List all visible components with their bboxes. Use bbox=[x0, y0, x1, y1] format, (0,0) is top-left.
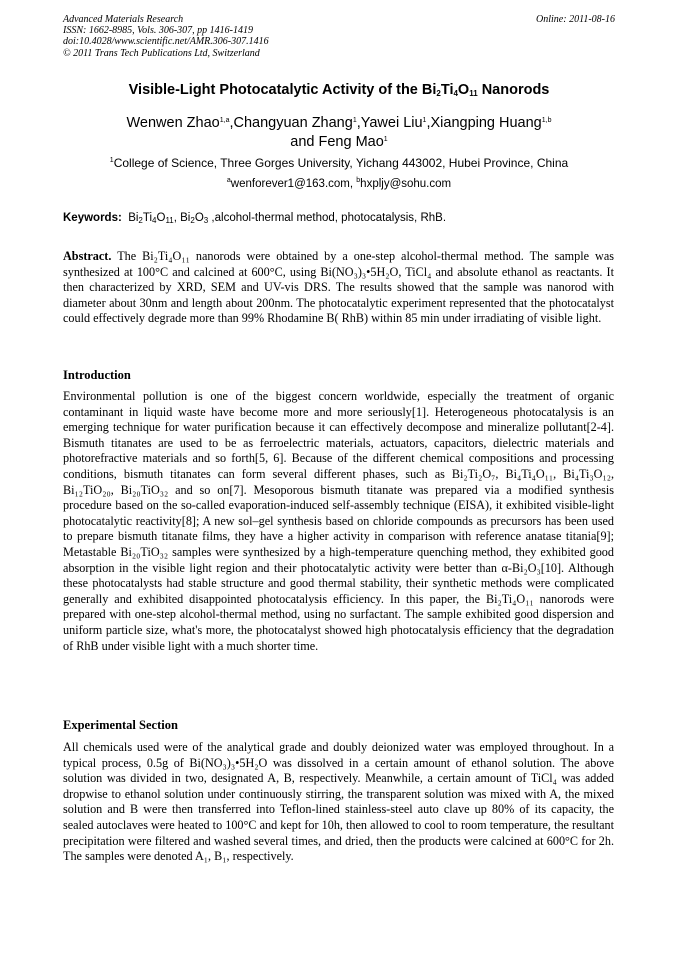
abstract-label: Abstract. bbox=[63, 249, 112, 263]
experimental-heading: Experimental Section bbox=[63, 718, 178, 732]
keywords-label: Keywords: bbox=[63, 212, 122, 224]
introduction-text: Environmental pollution is one of the biggest concern worldwide, especially the treatment of organic contaminant in liquid waste have become more and more seriously[1]. Heterogeneous photocatalysis is an emerging technique for water purification because it can effectively decompose and mineralize pollutant[2-4]. Bismuth titanates are used to be as ferroelectric materials, actuators, capacitors, dielectric materials and photorefractive materials and so forth[5, 6]. Because of the different chemical compositions and processing conditions, bismuth titanates can form several different phases, such as Bi₂Ti₂O₇, Bi₄Ti₄O₁₁, Bi₄Ti₃O₁₂, Bi₁₂TiO₂₀, Bi₂₀TiO₃₂ and so on[7]. Mesoporous bismuth titanate was prepared via a modified synthesis procedure based on the so-called evaporation-induced self-assembly technique (EISA), it exhibited visible-light photocatalytic reactivity[8]; A new sol–gel synthesis based on chloride compounds as precursors has been used to prepare bismuth titanate films, they have a higher activity in comparison with reference anatase titania[9]; Metastable Bi₂₀TiO₃₂ samples were synthesized by a high-temperature quenching method, they exhibited good absorption in the visible light region and their photocatalytic activity were better than α-Bi₂O₃[10]. Although these photocatalysts had stable structure and good thermal stability, their synthetic methods were complicated generally and exhibited disappointed photocatalysis efficiency. In this paper, the Bi₂Ti₄O₁₁ nanorods were prepared with one-step alcohol-thermal method, using no surfactant. The sample exhibited good dispersion and uniform particle size, what's more, the photocatalyst showed high photocatalysis efficiency that the degradation of RhB under visible light with a much shorter time. bbox=[63, 389, 614, 653]
journal-info bbox=[63, 14, 269, 59]
online-date: Online: 2011-08-16 bbox=[536, 14, 615, 25]
abstract bbox=[63, 249, 614, 327]
paper-title: Visible-Light Photocatalytic Activity of the $Bi_2Ti_4O_{11}$ Nanorods bbox=[128, 82, 550, 98]
abstract-text: The Bi₂Ti₄O₁₁ nanorods were obtained by a one-step alcohol-thermal method. The sample was synthesized at 100°C and calcined at 600°C, using Bi(NO₃)₃•5H₂O, TiCl₄ and absolute ethanol as reactants. It then characterized by XRD, SEM and UV-vis DRS. The results showed that the sample was nanorod with diameter about 30nm and length about 200nm. The photocatalytic experiment represented that the photocatalyst could effectively degrade more than 99% Rhodamine B( RhB) within 85 min under irradiating of visible light. bbox=[63, 249, 614, 326]
author-list: Wenwen Zhao$^{1,a}$,Changyuan Zhang$^1$,Yawei Liu$^1$,Xiangping Huang$^{1,b}$ and Feng Mao$^1$ bbox=[126, 115, 552, 150]
journal-name: Advanced Materials Research bbox=[63, 14, 184, 25]
experimental-text: All chemicals used were of the analytical grade and doubly deionized water was employed throughout. In a typical process, 0.5g of Bi(NO₃)₃•5H₂O was dissolved in a certain amount of ethanol solution. The above solution was divided in two, designated A, B, respectively. Meanwhile, a certain amount of TiCl₄ was added dropwise to ethanol solution under continuously stirring, the transparent solution was mixed with A, the mixed solution and B were then transferred into Teflon-lined stainless-steel auto clave up 80% of its capacity, the sealed autoclaves were heated to 100°C and kept for 10h, then allowed to cool to room temperature, the resultant precipitation were filtered and washed several times, and dried, then the products were calcined at 600°C for 2h. The samples were denoted A₁, B₁, respectively. bbox=[63, 740, 614, 864]
doi-line: doi:10.4028/www.scientific.net/AMR.306-307.1416 bbox=[63, 36, 269, 48]
author-emails: $^a$wenforever1@163.com, $^b$hxpljy@sohu.com bbox=[226, 177, 452, 190]
affiliation: $^1$College of Science, Three Gorges University, Yichang 443002, Hubei Province, China bbox=[109, 156, 569, 170]
copyright-line: © 2011 Trans Tech Publications Ltd, Switzerland bbox=[63, 47, 260, 59]
issn-line: ISSN: 1662-8985, Vols. 306-307, pp 1416-1419 bbox=[63, 25, 253, 37]
introduction-heading: Introduction bbox=[63, 368, 131, 382]
keywords: Keywords: $Bi_2Ti_4O_{11}$, $Bi_2O_3$ ,alcohol-thermal method, photocatalysis, RhB. bbox=[63, 212, 447, 225]
